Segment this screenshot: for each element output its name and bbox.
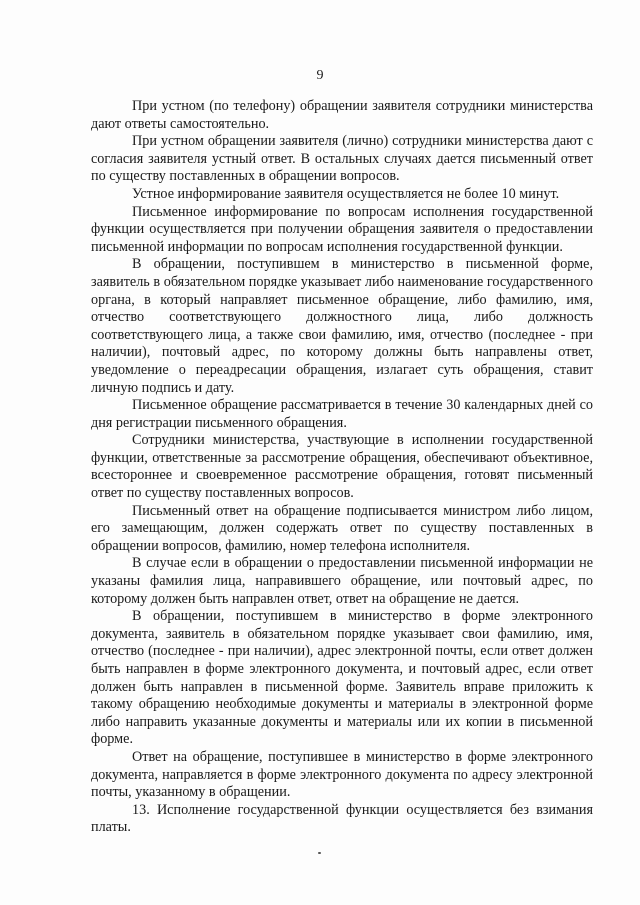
document-body: [91, 98, 593, 837]
scan-speck: [318, 852, 321, 854]
paragraph-staff-responsibility: Сотрудники министерства, участвующие в исполнении государственной функции, ответственные за рассмотрение обращения, обеспечивают объективное, всестороннее и своевременное рассмотрение обращения, готовят письменный ответ по существу поставленных вопросов.: [91, 432, 593, 502]
paragraph-no-answer-case: В случае если в обращении о предоставлении письменной информации не указаны фамилия лица, направившего обращение, или почтовый адрес, по которому должен быть направлен ответ, ответ на обращение не дается.: [91, 555, 593, 607]
paragraph-electronic-appeal: В обращении, поступившем в министерство в форме электронного документа, заявитель в обязательном порядке указывает свои фамилию, имя, отчество (последнее - при наличии), адрес электронной почты, если ответ должен быть направлен в форме электронного документа, и почтовый адрес, если ответ должен быть направлен в письменной форме. Заявитель вправе приложить к такому обращению необходимые документы и материалы в электронной форме либо направить указанные документы и материалы или их копии в письменной форме.: [91, 608, 593, 748]
paragraph-oral-duration: Устное информирование заявителя осуществляется не более 10 минут.: [132, 185, 560, 202]
paragraph-written-appeal-contents: В обращении, поступившем в министерство в письменной форме, заявитель в обязательном порядке указывает либо наименование государственного органа, в который направляет письменное обращение, либо фамилию, имя, отчество соответствующего должностного лица, либо должность соответствующего лица, а также свои фамилию, имя, отчество (последнее - при наличии), почтовый адрес, по которому должны быть направлены ответ, уведомление о переадресации обращения, излагает суть обращения, ставит личную подпись и дату.: [91, 256, 593, 396]
paragraph-phone-inquiry: При устном (по телефону) обращении заявителя сотрудники министерства дают ответы самостоятельно.: [91, 98, 593, 132]
paragraph-written-informing: Письменное информирование по вопросам исполнения государственной функции осуществляется при получении обращения заявителя о предоставлении письменной информации по вопросам исполнения государственной функции.: [91, 203, 593, 255]
paragraph-review-period: Письменное обращение рассматривается в течение 30 календарных дней со дня регистрации письменного обращения.: [91, 397, 593, 431]
paragraph-personal-inquiry: При устном обращении заявителя (лично) сотрудники министерства дают с согласия заявителя устный ответ. В остальных случаях дается письменный ответ по существу поставленных в обращении вопросов.: [91, 133, 593, 185]
paragraph-free-of-charge: 13. Исполнение государственной функции осуществляется без взимания платы.: [91, 801, 593, 836]
paragraph-answer-signature: Письменный ответ на обращение подписывается министром либо лицом, его замещающим, должен содержать ответ по существу поставленных в обращении вопросов, фамилию, номер телефона исполнителя.: [91, 502, 593, 554]
paragraph-electronic-answer: Ответ на обращение, поступившее в министерство в форме электронного документа, направляется в форме электронного документа по адресу электронной почты, указанному в обращении.: [91, 748, 593, 801]
page-number: 9: [316, 68, 324, 83]
